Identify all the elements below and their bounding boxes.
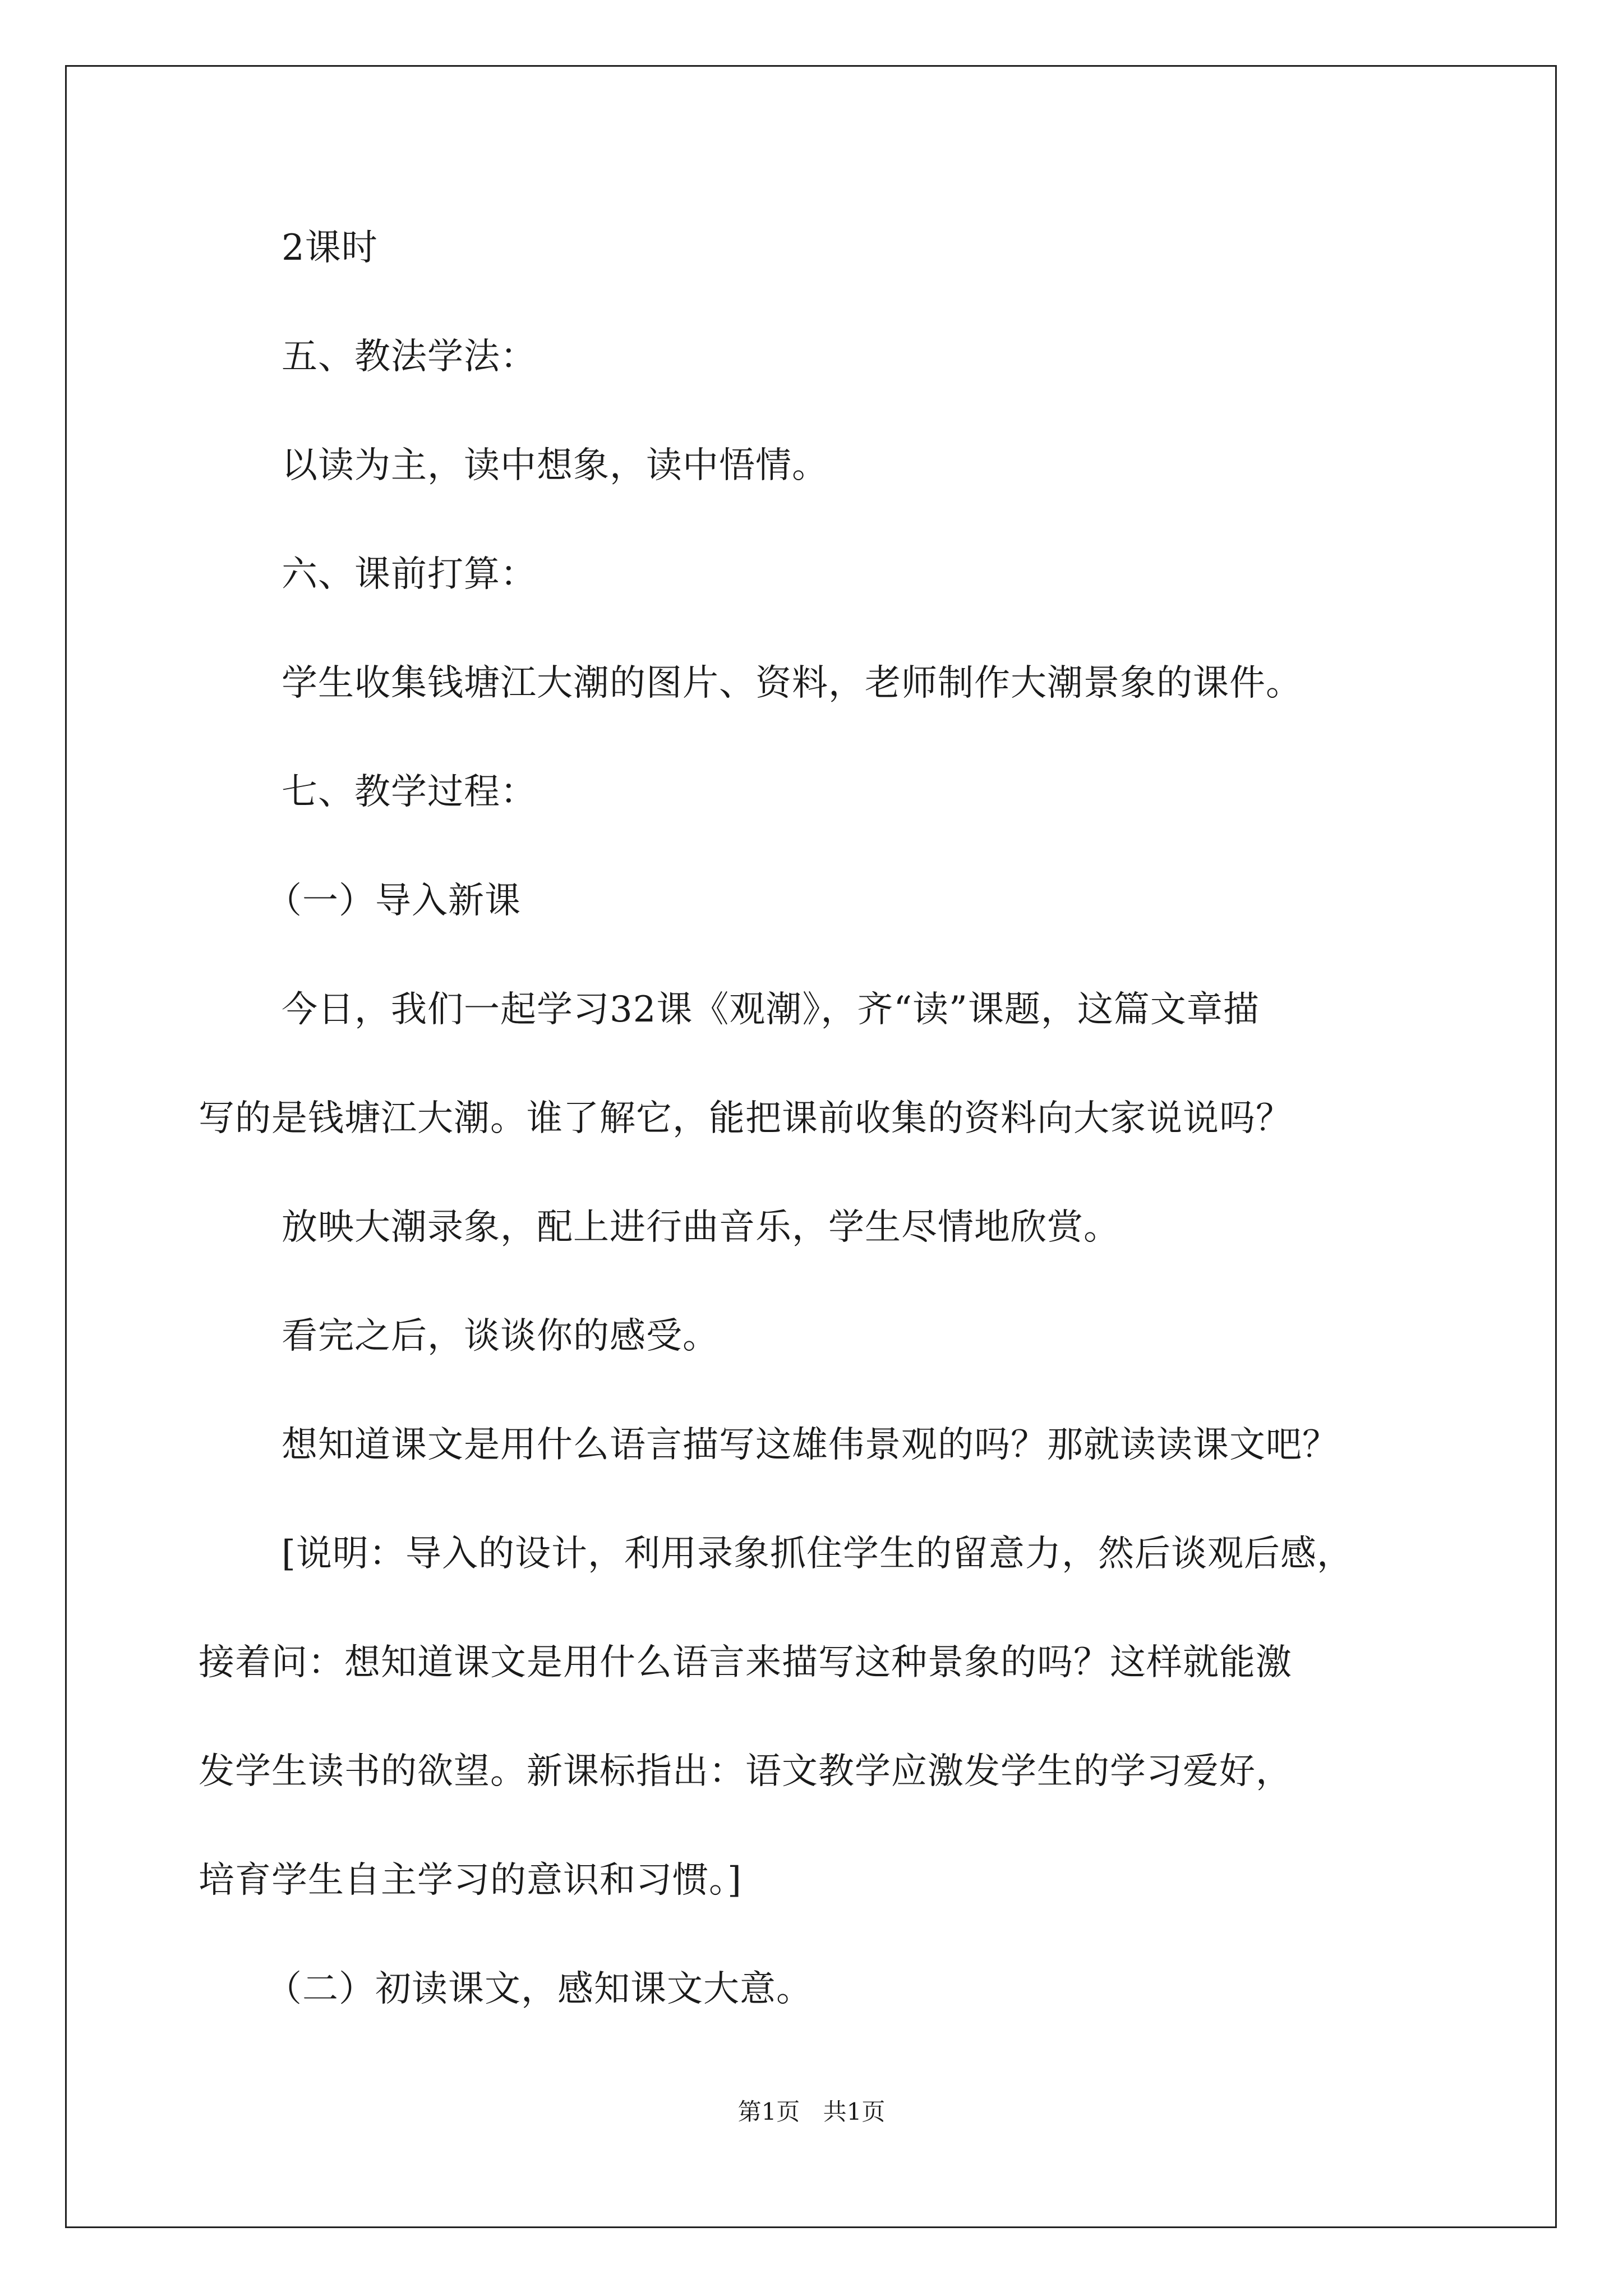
note-line: 接着问：想知道课文是用什么语言来描写这种景象的吗？这样就能激 [199,1642,1292,1683]
page-footer [0,2097,1623,2127]
text-line: 写的是钱塘江大潮。谁了解它，能把课前收集的资料向大家说说吗？ [199,1098,1292,1139]
text-line: 以读为主，读中想象，读中悟情。 [282,445,828,486]
text-line: 放映大潮录象，配上进行曲音乐，学生尽情地欣赏。 [282,1207,1120,1248]
subsection-heading: （一）导入新课 [266,880,521,922]
subsection-heading: （二）初读课文，感知课文大意。 [266,1968,813,2010]
page-border [65,65,1557,2228]
text-line: 看完之后，谈谈你的感受。 [282,1315,719,1357]
page-total: 共1页 [823,2098,886,2125]
section-heading: 七、教学过程： [282,771,537,813]
text-line: 学生收集钱塘江大潮的图片、资料，老师制作大潮景象的课件。 [282,662,1302,704]
note-line: 培育学生自主学习的意识和习惯。] [199,1860,742,1901]
text-line: 想知道课文是用什么语言描写这雄伟景观的吗？那就读读课文吧？ [282,1424,1339,1466]
text-line: 2课时 [282,227,378,269]
section-heading: 五、教法学法： [282,336,537,378]
section-heading: 六、课前打算： [282,554,537,595]
note-line: 发学生读书的欲望。新课标指出：语文教学应激发学生的学习爱好， [199,1751,1292,1792]
text-line: 今日，我们一起学习32课《观潮》，齐“读”课题，这篇文章描 [282,989,1260,1030]
note-line: [说明：导入的设计，利用录象抓住学生的留意力，然后谈观后感， [282,1533,1353,1575]
page-number: 第1页 [737,2098,800,2125]
